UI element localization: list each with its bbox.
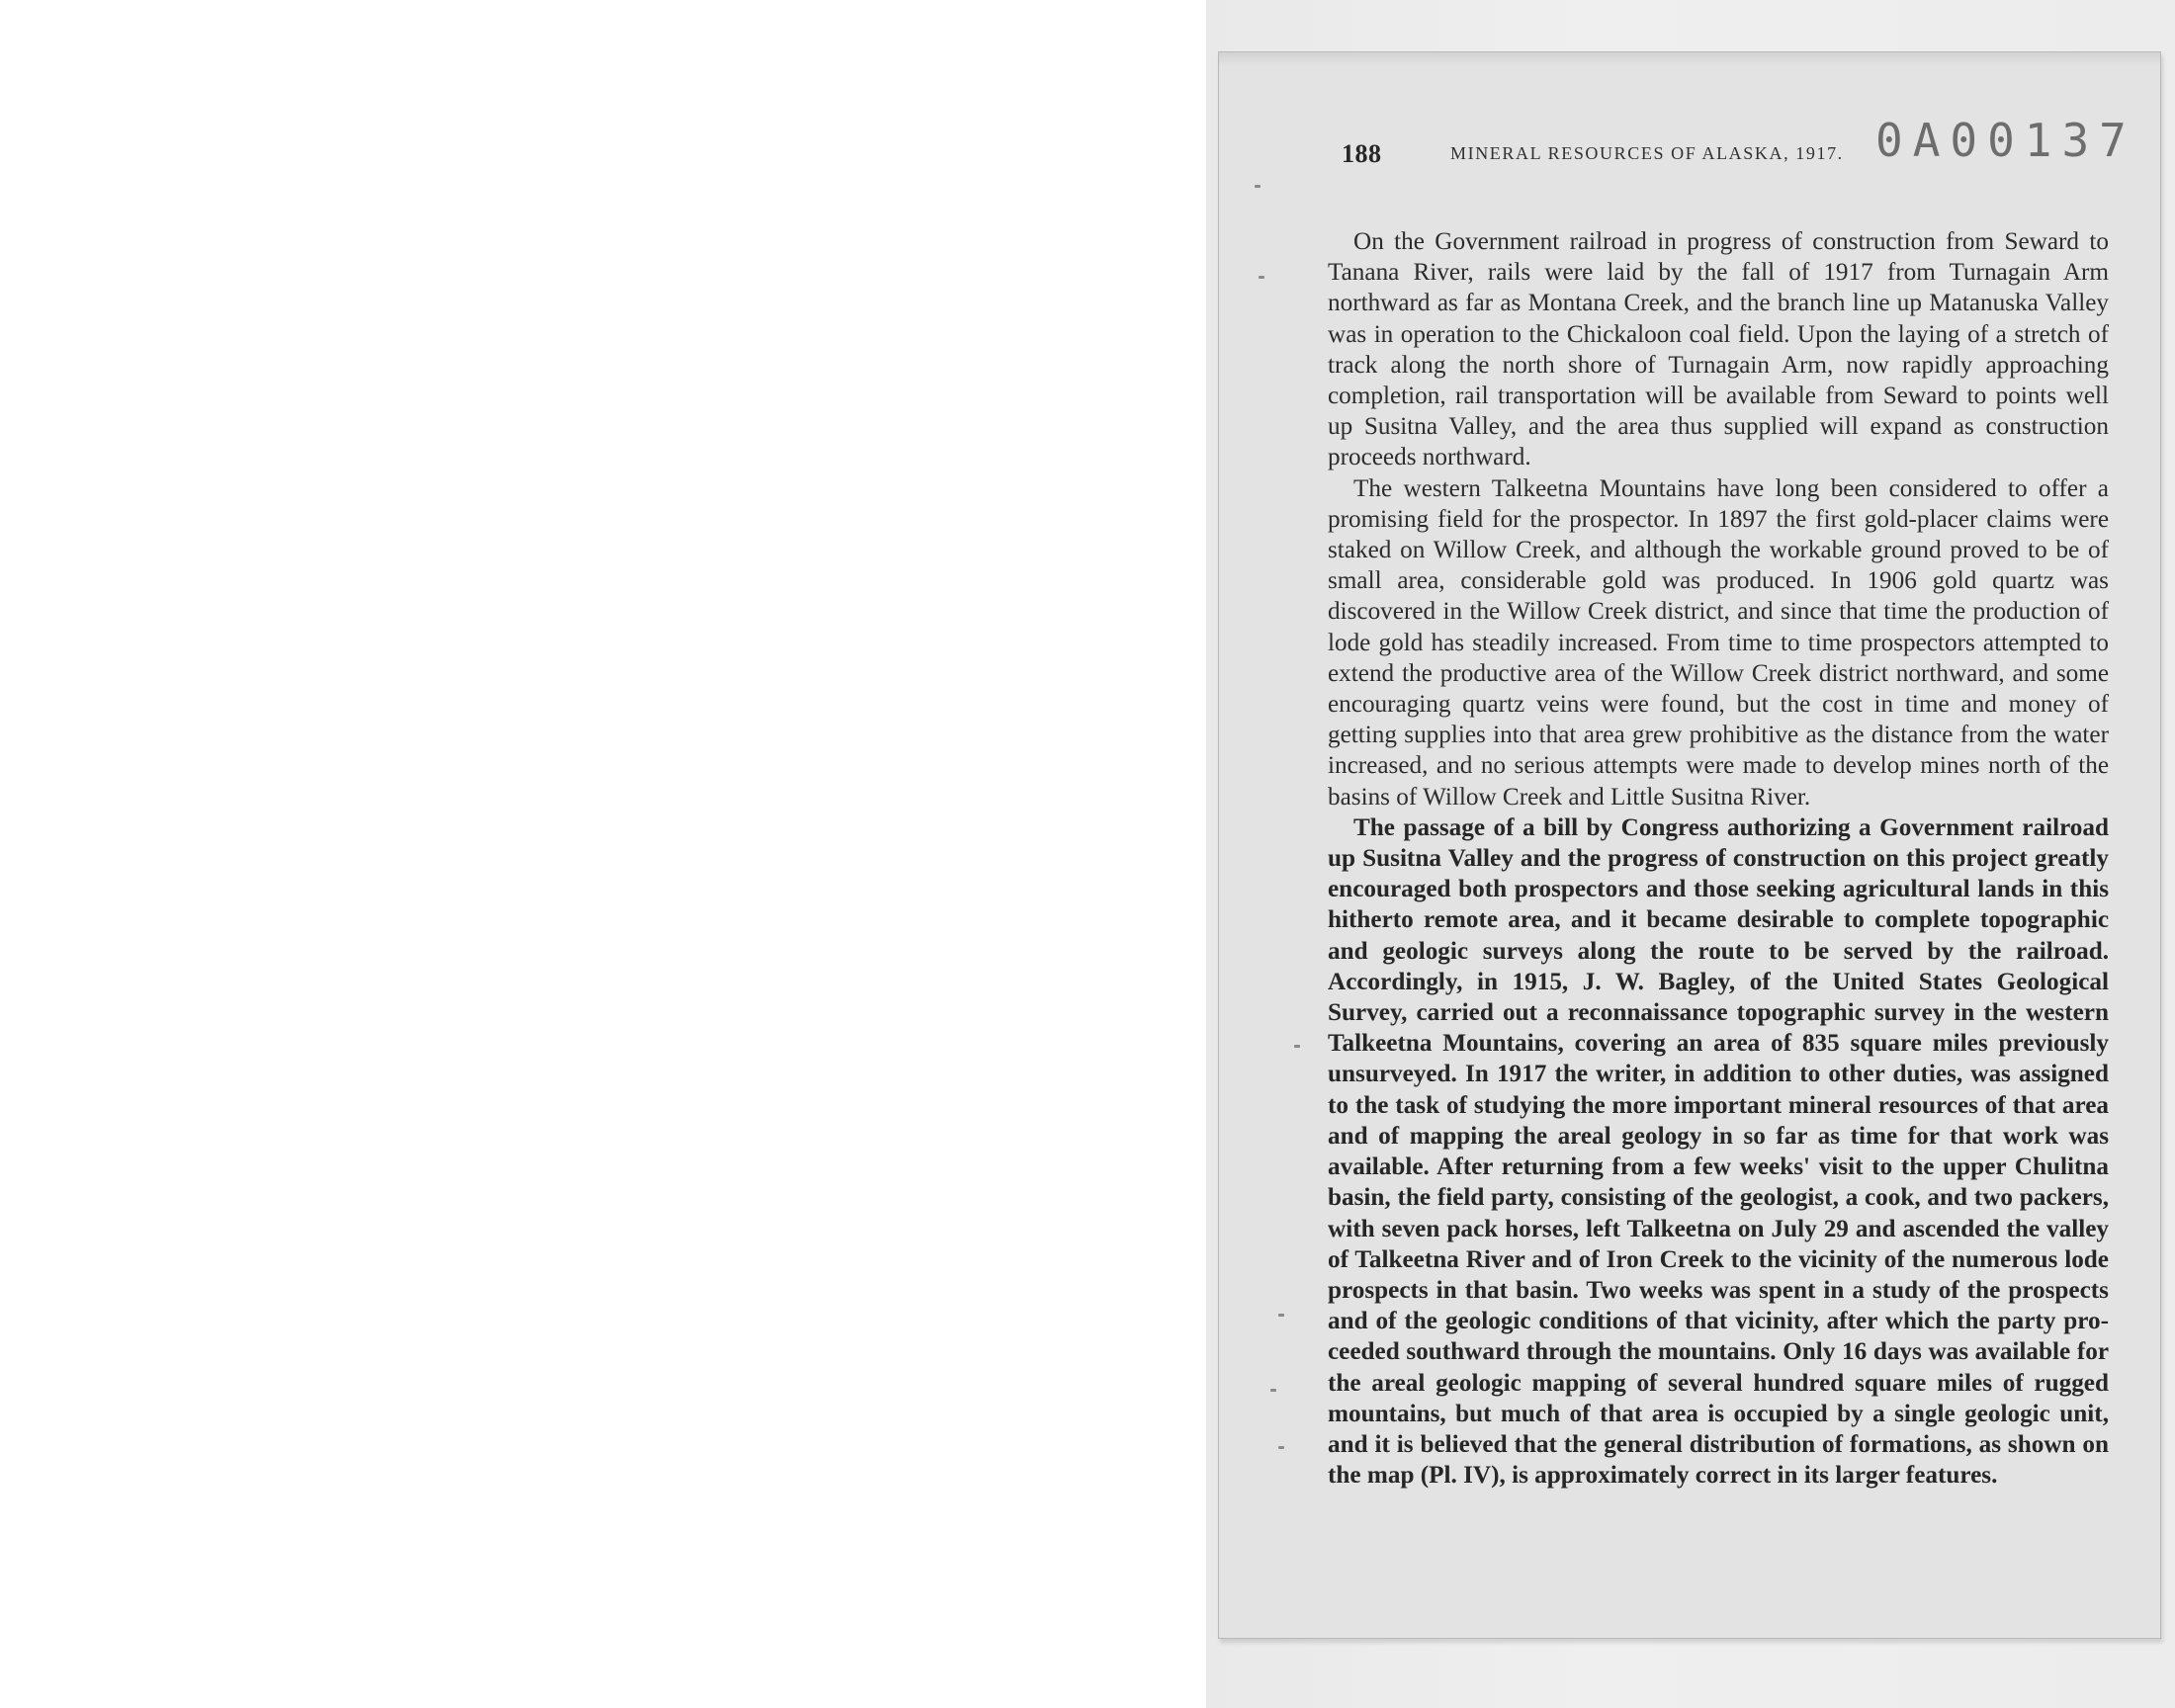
paragraph-survey-history: The passage of a bill by Congress authorizing a Government railroad up Susitna Valley and the progress of construction on this project greatly encouraged both prospectors and those seeking agricultural lands in this hitherto remote area, and it became desirable to complete topographic and geologic surveys along the route to be served by the railroad. Accordingly, in 1915, J. W. Bagley, of the United States Geological Survey, carried out a reconnaissance topographic survey in the western Talkeetna Mountains, covering an area of 835 square miles previously unsurveyed. In 1917 the writer, in addition to other duties, was assigned to the task of studying the more important mineral resources of that area and of mapping the areal geology in so far as time for that work was available. After returning from a few weeks' visit to the upper Chulitna basin, the field party, consisting of the geologist, a cook, and two packers, with seven pack horses, left Talkeetna on July 29 and ascended the valley of Talkeetna River and of Iron Creek to the vicinity of the numerous lode prospects in that basin. Two weeks was spent in a study of the prospects and of the geologic conditions of that vicinity, after which the party proceeded southward through the mountains. Only 16 days was available for the areal geologic mapping of several hundred square miles of rugged mountains, but much of that area is occupied by a single geologic unit, and it is believed that the general distribution of formations, as shown on the map (Pl. IV), is approximately correct in its larger features. bbox=[1328, 813, 2109, 1490]
margin-mark bbox=[1259, 276, 1264, 279]
page-header bbox=[1342, 114, 2136, 185]
margin-mark bbox=[1278, 1314, 1284, 1317]
archive-stamp-number: 0A00137 bbox=[1875, 114, 2136, 167]
page-number: 188 bbox=[1342, 139, 1382, 168]
document-page bbox=[1218, 51, 2161, 1639]
margin-mark bbox=[1278, 1446, 1284, 1449]
running-head: MINERAL RESOURCES OF ALASKA, 1917. bbox=[1450, 143, 1844, 163]
page-edge-shadow bbox=[1219, 52, 2160, 66]
margin-mark bbox=[1294, 1045, 1300, 1048]
margin-mark bbox=[1270, 1389, 1276, 1392]
paragraph-railroad: On the Government railroad in progress of construction from Seward to Tanana River, rails were laid by the fall of 1917 from Turnagain Arm northward as far as Montana Creek, and the branch line up Matanuska Valley was in operation to the Chickaloon coal field. Upon the laying of a stretch of track along the north shore of Turnagain Arm, now rapidly approaching completion, rail transportation will be available from Seward to points well up Susitna Valley, and the area thus supplied will expand as construction proceeds northward. bbox=[1328, 228, 2109, 471]
paragraph-talkeetna-prospecting: The western Talkeetna Mountains have long been considered to offer a promising field for the prospector. In 1897 the first gold-placer claims were staked on Willow Creek, and although the workable ground proved to be of small area, considerable gold was produced. In 1906 gold quartz was discovered in the Willow Creek district, and since that time the production of lode gold has steadily increased. From time to time prospectors attempted to extend the productive area of the Willow Creek district northward, and some encouraging quartz veins were found, but the cost in time and money of getting supplies into that area grew prohibitive as the distance from the water increased, and no serious attempts were made to develop mines north of the basins of Willow Creek and Little Susitna River. bbox=[1328, 474, 2109, 811]
margin-mark bbox=[1255, 185, 1261, 188]
body-text bbox=[1328, 226, 2109, 1491]
